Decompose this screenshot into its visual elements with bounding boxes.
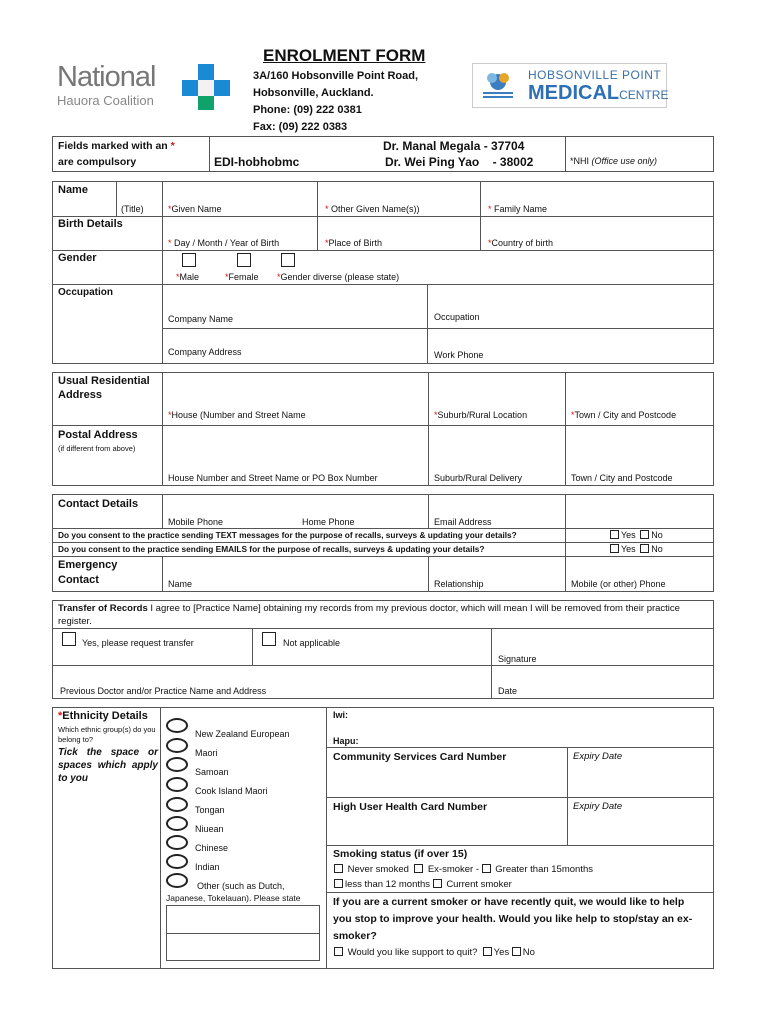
support-yes-label: Yes (493, 947, 510, 958)
transfer-body: I agree to [Practice Name] obtaining my records from my previous doctor, which will mean I will be removed from their practice register. (58, 603, 680, 627)
postal-house-field[interactable]: House Number and Street Name or PO Box Number (168, 473, 378, 483)
edi-code: EDI-hobhobmc (214, 155, 300, 169)
female-option (225, 272, 259, 282)
dob-label: Day / Month / Year of Birth (174, 238, 280, 248)
required-star: * (168, 238, 172, 248)
consent-text-question: Do you consent to the practice sending TEXT messages for the purpose of recalls, surveys & updating your details? (58, 530, 517, 540)
occupation-field[interactable]: Occupation (434, 312, 480, 322)
ethnicity-option-circle[interactable] (166, 718, 188, 733)
required-star: * (277, 272, 281, 282)
csc-label: Community Services Card Number (333, 751, 507, 763)
emergency-phone-field[interactable]: Mobile (or other) Phone (571, 579, 666, 589)
support-question: Would you like support to quit? (347, 947, 478, 958)
postal-note: (if different from above) (58, 444, 136, 453)
ethnicity-option-label: New Zealand European (195, 729, 290, 739)
logo-text-national: National (57, 61, 156, 93)
cob-label: Country of birth (491, 238, 554, 248)
yes-label: Yes (621, 530, 636, 540)
work-phone-field[interactable]: Work Phone (434, 350, 484, 360)
less-12m-checkbox[interactable] (334, 879, 343, 888)
ethnicity-option-label: Niuean (195, 824, 224, 834)
ethnicity-option-circle[interactable] (166, 797, 188, 812)
ethnicity-option-circle[interactable] (166, 816, 188, 831)
signature-field[interactable]: Signature (498, 654, 537, 664)
relationship-field[interactable]: Relationship (434, 579, 484, 589)
never-smoked-label: Never smoked (347, 864, 409, 875)
no-label: No (651, 544, 663, 554)
huhc-label: High User Health Card Number (333, 801, 488, 813)
diverse-option (277, 272, 399, 282)
smoking-row-1 (334, 864, 593, 875)
company-address-field[interactable]: Company Address (168, 347, 242, 357)
doctor-1: Dr. Manal Megala - 37704 (383, 139, 525, 153)
transfer-yes-checkbox[interactable] (62, 632, 76, 646)
ethnicity-option-circle[interactable] (166, 738, 188, 753)
ethnicity-option-circle[interactable] (166, 854, 188, 869)
diverse-checkbox[interactable] (281, 253, 295, 267)
family-name-field[interactable] (488, 204, 547, 214)
birth-details-label: Birth Details (58, 218, 123, 230)
national-hauora-logo (57, 62, 177, 112)
town-label: Town / City and Postcode (574, 410, 677, 420)
support-no-checkbox[interactable] (512, 947, 521, 956)
consent-text-yes-checkbox[interactable] (610, 530, 619, 539)
ethnicity-sub: Which ethnic group(s) do you belong to? (58, 725, 156, 744)
consent-email-no-checkbox[interactable] (640, 544, 649, 553)
medical-word: MEDICAL (528, 82, 620, 104)
suburb-field[interactable] (434, 410, 527, 420)
required-star: * (488, 238, 492, 248)
postal-town-field[interactable]: Town / City and Postcode (571, 473, 673, 483)
postal-address-label: Postal Address (58, 429, 138, 441)
current-smoker-checkbox[interactable] (433, 879, 442, 888)
occupation-section-label: Occupation (58, 287, 114, 298)
required-star: * (168, 410, 172, 420)
required-star: * (58, 710, 63, 722)
male-checkbox[interactable] (182, 253, 196, 267)
consent-email-options (610, 544, 663, 554)
ex-smoker-checkbox[interactable] (414, 864, 423, 873)
ethnicity-heading (58, 710, 148, 722)
transfer-text (58, 602, 708, 628)
pob-label: Place of Birth (328, 238, 383, 248)
gender-label: Gender (58, 252, 97, 264)
greater-15m-checkbox[interactable] (482, 864, 491, 873)
required-star: * (168, 204, 172, 214)
home-phone-field[interactable]: Home Phone (302, 517, 355, 527)
ethnicity-option-label: Samoan (195, 767, 229, 777)
nhi-note: (Office use only) (591, 156, 658, 166)
quit-support-text: If you are a current smoker or have recently quit, we would like to help you stop to improve your health. Would you like help to stop/stay an ex-smoker? (333, 896, 693, 942)
nhi-text: *NHI (570, 156, 590, 166)
required-star: * (434, 410, 438, 420)
emergency-name-field[interactable]: Name (168, 579, 193, 589)
current-smoker-label: Current smoker (446, 879, 512, 890)
female-label: Female (228, 272, 259, 282)
consent-email-question: Do you consent to the practice sending EMAILS for the purpose of recalls, surveys & updating your details? (58, 544, 485, 554)
fax-line: Fax: (09) 222 0383 (253, 121, 348, 133)
consent-email-yes-checkbox[interactable] (610, 544, 619, 553)
transfer-na-checkbox[interactable] (262, 632, 276, 646)
required-note-2: are compulsory (58, 156, 137, 168)
required-star: * (225, 272, 229, 282)
greater-15m-label: Greater than 15months (495, 864, 593, 875)
given-name-label: Given Name (171, 204, 222, 214)
pob-field[interactable] (325, 238, 382, 248)
address-line: 3A/160 Hobsonville Point Road, (253, 70, 419, 82)
required-star: * (176, 272, 180, 282)
ex-smoker-label: Ex-smoker - (427, 864, 480, 875)
doctor-2: Dr. Wei Ping Yao - 38002 (385, 155, 534, 169)
required-star: * (325, 204, 329, 214)
family-name-label: Family Name (494, 204, 548, 214)
postal-suburb-field[interactable]: Suburb/Rural Delivery (434, 473, 523, 483)
email-field[interactable]: Email Address (434, 517, 492, 527)
csc-expiry-field[interactable]: Expiry Date (573, 751, 623, 762)
date-field[interactable]: Date (498, 686, 518, 696)
cross-logo-icon (180, 62, 232, 112)
flower-icon (481, 70, 515, 102)
ethnicity-heading-text: Ethnicity Details (62, 710, 148, 722)
given-name-field[interactable] (168, 204, 222, 214)
mobile-phone-field[interactable]: Mobile Phone (168, 517, 224, 527)
support-yes-checkbox[interactable] (483, 947, 492, 956)
iwi-label[interactable]: Iwi: (333, 710, 348, 720)
smoking-row-2 (334, 879, 512, 890)
logo-text-hauora: Hauora Coalition (57, 93, 154, 108)
ethnicity-option-label: Tongan (195, 805, 225, 815)
no-label: No (651, 530, 663, 540)
town-field[interactable] (571, 410, 676, 420)
ethnicity-option-label: Chinese (195, 843, 229, 853)
ethnicity-option-circle[interactable] (166, 873, 188, 888)
transfer-heading: Transfer of Records (58, 603, 148, 614)
ethnicity-instruction: Tick the space or spaces which apply to you (58, 747, 158, 784)
ethnicity-option-label: Other (such as Dutch, (197, 881, 285, 891)
less-12m-label: less than 12 months (345, 879, 431, 890)
medical-centre-logo (472, 63, 667, 108)
smoking-heading: Smoking status (if over 15) (333, 848, 468, 860)
diverse-label: Gender diverse (please state) (280, 272, 400, 282)
transfer-na-label: Not applicable (283, 638, 341, 648)
contact-details-label: Contact Details (58, 498, 139, 510)
dob-field[interactable] (168, 238, 279, 248)
never-smoked-checkbox[interactable] (334, 864, 343, 873)
support-no-label: No (522, 947, 535, 958)
phone-line: Phone: (09) 222 0381 (253, 104, 362, 116)
required-star: * (325, 238, 329, 248)
nhi-label (570, 156, 657, 166)
required-star: * (170, 140, 175, 152)
ethnicity-option-circle[interactable] (166, 757, 188, 772)
ethnicity-option-label: Cook Island Maori (195, 786, 268, 796)
company-name-field[interactable]: Company Name (168, 314, 234, 324)
huhc-expiry-field[interactable]: Expiry Date (573, 801, 623, 812)
contact-section (52, 494, 714, 592)
quit-support-row (334, 947, 535, 958)
name-label: Name (58, 184, 88, 196)
other-names-field[interactable] (325, 204, 420, 214)
required-star: * (571, 410, 575, 420)
ethnicity-option-circle[interactable] (166, 777, 188, 792)
form-title: ENROLMENT FORM (263, 46, 426, 65)
practice-address (253, 68, 418, 136)
female-checkbox[interactable] (237, 253, 251, 267)
suburb-label: Suburb/Rural Location (437, 410, 528, 420)
ethnicity-option-circle[interactable] (166, 835, 188, 850)
medical-logo-bottom (528, 82, 668, 105)
consent-text-no-checkbox[interactable] (640, 530, 649, 539)
ethnicity-other-cont: Japanese, Tokelauan). Please state (166, 893, 301, 903)
house-label: House (Number and Street Name (171, 410, 306, 420)
yes-label: Yes (621, 544, 636, 554)
usual-address-label: Usual Residential Address (58, 375, 150, 401)
previous-doctor-field[interactable]: Previous Doctor and/or Practice Name and Address (60, 686, 267, 696)
cob-field[interactable] (488, 238, 553, 248)
title-field[interactable]: (Title) (121, 204, 144, 214)
required-note-text: Fields marked with an (58, 140, 168, 152)
hapu-label[interactable]: Hapu: (333, 736, 359, 746)
ethnicity-option-label: Indian (195, 862, 220, 872)
consent-text-options (610, 530, 663, 540)
required-note (58, 140, 175, 152)
house-field[interactable] (168, 410, 306, 420)
address-line: Hobsonville, Auckland. (253, 87, 374, 99)
male-option (176, 272, 199, 282)
medical-logo-top: HOBSONVILLE POINT (528, 68, 662, 82)
required-star: * (488, 204, 492, 214)
transfer-yes-label: Yes, please request transfer (82, 638, 194, 648)
centre-word: CENTRE (619, 88, 669, 102)
emergency-contact-label: Emergency Contact (58, 559, 118, 586)
male-label: Male (179, 272, 200, 282)
support-question-checkbox[interactable] (334, 947, 343, 956)
other-names-label: Other Given Name(s)) (331, 204, 420, 214)
ethnicity-option-label: Maori (195, 748, 218, 758)
